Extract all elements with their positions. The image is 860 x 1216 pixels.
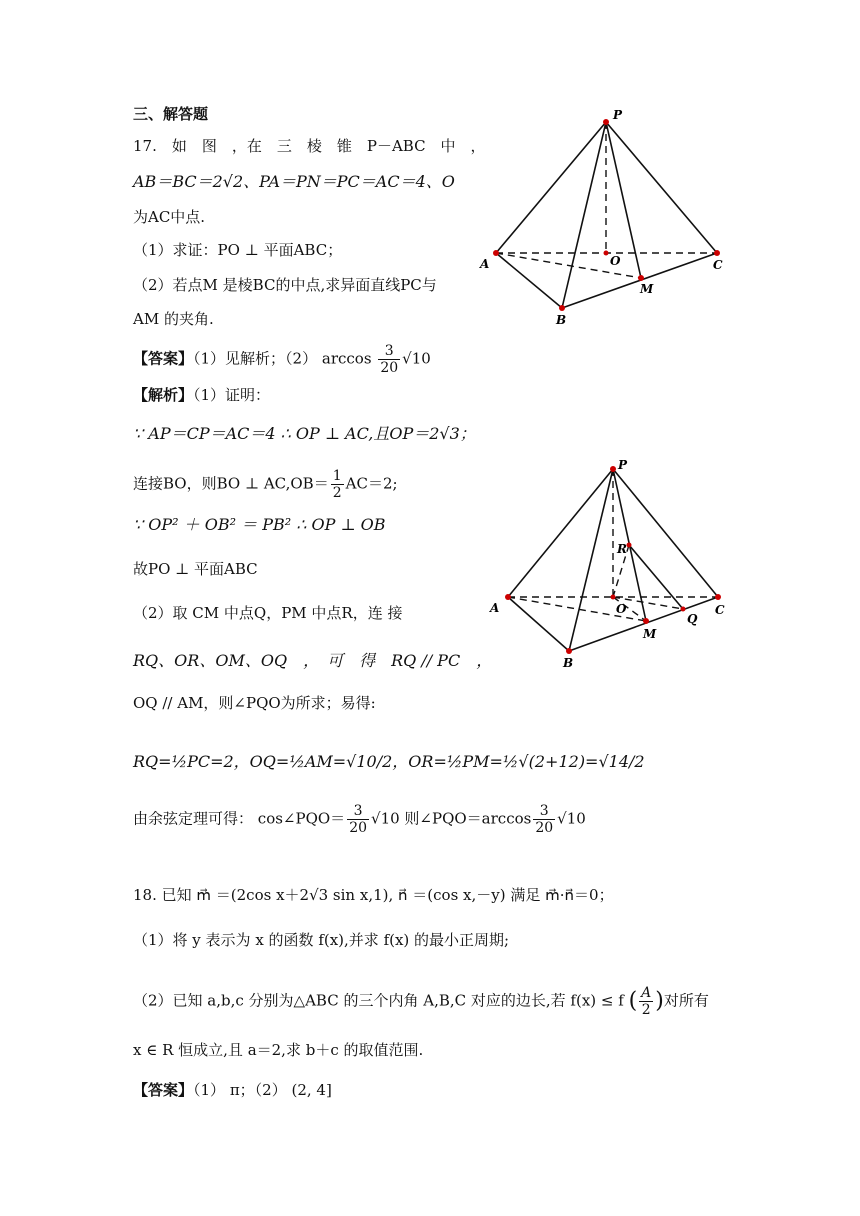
step9-cos: cos∠PQO＝ (257, 809, 346, 828)
label-M: M (643, 627, 657, 641)
step9-middle: √10 则∠PQO＝arccos (371, 809, 532, 828)
label-P: P (618, 458, 628, 472)
q17-step1: ∵ AP＝CP＝AC＝4 ∴ OP ⊥ AC,且OP＝2√3； (133, 424, 476, 443)
q17-step7: OQ // AM，则∠PQO为所求；易得: (133, 694, 376, 712)
q18-part2-text: （2）已知 a,b,c 分别为△ABC 的三个内角 A,B,C 对应的边长,若 f(x) ≤ f (133, 991, 624, 1010)
step2-text-end: AC＝2; (345, 474, 398, 493)
q18-fraction: $\frac{A}{2}$ (641, 985, 652, 1018)
answer-text: （1）见解析；（2） (193, 349, 318, 368)
label-R: R (617, 542, 627, 556)
q17-part2b: AM 的夹角. (133, 310, 214, 328)
q18-part2 (133, 985, 709, 1018)
answer-label: 【答案】 (133, 349, 194, 368)
step9-end: √10 (557, 809, 586, 828)
label-O: O (610, 254, 621, 268)
label-A: A (490, 601, 500, 615)
q18-answer-text: （1） π；（2） (2, 4] (193, 1081, 332, 1099)
label-M: M (640, 282, 654, 296)
label-C: C (715, 603, 725, 617)
step9-intro: 由余弦定理可得： (133, 809, 254, 828)
q17-part1: （1）求证：PO ⊥ 平面ABC； (133, 241, 343, 259)
label-C: C (713, 258, 723, 272)
label-P: P (613, 108, 623, 122)
label-O: O (616, 602, 627, 616)
section-title: 三、解答题 (133, 105, 209, 123)
step9-fraction2: $\frac{3}{20}$ (535, 803, 554, 836)
step9-fraction1: $\frac{3}{20}$ (349, 803, 368, 836)
q17-analysis (133, 385, 270, 405)
step2-text: 连接BO，则BO ⊥ AC,OB＝ (133, 474, 329, 493)
step2-fraction: $\frac{1}{2}$ (332, 468, 342, 501)
q17-answer (133, 343, 431, 376)
q17-step5: （2）取 CM 中点Q，PM 中点R，连 接 (133, 604, 403, 622)
label-B: B (556, 313, 567, 327)
q18-part1: （1）将 y 表示为 x 的函数 f(x),并求 f(x) 的最小正周期; (133, 931, 510, 949)
analysis-text: （1）证明： (193, 386, 271, 404)
q18-answer (133, 1080, 332, 1100)
analysis-label: 【解析】 (133, 386, 194, 404)
q17-step2 (133, 468, 398, 501)
q17-step3: ∵ OP² ＋ OB² ＝ PB² ∴ OP ⊥ OB (133, 515, 386, 534)
q17-step9 (133, 803, 586, 836)
answer-arccos: arccos (321, 349, 372, 368)
answer-fraction: $\frac{3}{20}$ (380, 343, 399, 376)
q17-step4: 故PO ⊥ 平面ABC (133, 560, 258, 578)
pyramid-figure-2 (480, 455, 740, 670)
paren-left: ( (628, 988, 638, 1014)
q18-answer-label: 【答案】 (133, 1081, 194, 1099)
pyramid-figure-1 (470, 105, 740, 330)
paren-right: ) (655, 988, 664, 1014)
q17-line1: 17. 如 图 ，在 三 棱 锥 P－ABC 中 ， (133, 137, 486, 155)
q17-line2: AB＝BC＝2√2、PA＝PN＝PC＝AC＝4、O (133, 172, 455, 191)
label-Q: Q (687, 612, 698, 626)
q18-part2-end: 对所有 (663, 991, 709, 1010)
q18-line1: 18. 已知 m⃗ ＝(2cos x＋2√3 sin x,1), n⃗ ＝(cos x,－y) 满足 m⃗·n⃗＝0； (133, 886, 614, 904)
q17-part2a: （2）若点M 是棱BC的中点,求异面直线PC与 (133, 276, 437, 294)
q18-part2c: x ∈ R 恒成立,且 a＝2,求 b＋c 的取值范围. (133, 1041, 424, 1059)
label-B: B (563, 656, 574, 670)
label-A: A (480, 257, 490, 271)
q17-line3: 为AC中点. (133, 208, 206, 226)
q17-step8: RQ=½PC=2，OQ=½AM=√10/2，OR=½PM=½√(2+12)=√14/2 (133, 752, 645, 771)
q17-step6: RQ、OR、OM、OQ ， 可 得 RQ // PC ， (133, 651, 493, 670)
answer-root: √10 (402, 349, 431, 368)
